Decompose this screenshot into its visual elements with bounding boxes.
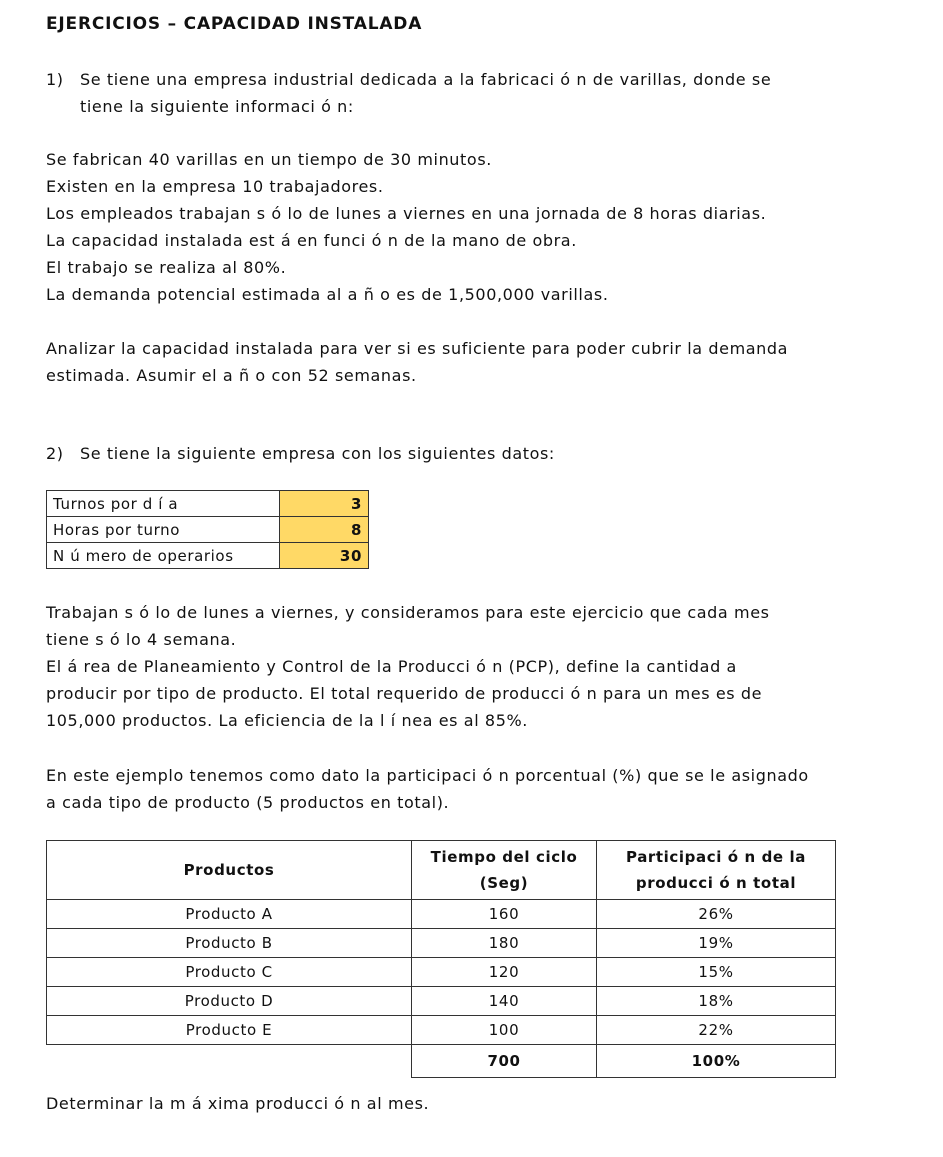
production-share: 22%	[597, 1016, 836, 1045]
table-row	[47, 929, 836, 958]
total-spacer	[47, 1045, 412, 1078]
exercise-1-intro-line-2: tiene la siguiente informaci ó n:	[80, 97, 354, 116]
exercise-2-paragraph-line: producir por tipo de producto. El total requerido de producci ó n para un mes es de	[46, 684, 763, 703]
parameter-row	[47, 491, 369, 517]
product-name: Producto A	[47, 900, 412, 929]
exercise-1-fact: El trabajo se realiza al 80%.	[46, 258, 287, 277]
product-name: Producto C	[47, 958, 412, 987]
exercise-2-paragraph-line: El á rea de Planeamiento y Control de la Producci ó n (PCP), define la cantidad a	[46, 657, 737, 676]
production-share: 19%	[597, 929, 836, 958]
exercise-1-fact: Se fabrican 40 varillas en un tiempo de 30 minutos.	[46, 150, 492, 169]
exercise-2-paragraph-line: 105,000 productos. La eficiencia de la l í nea es al 85%.	[46, 711, 528, 730]
total-cycle-time: 700	[412, 1045, 597, 1078]
product-name: Producto B	[47, 929, 412, 958]
parameter-label: N ú mero de operarios	[47, 543, 280, 569]
cycle-time: 140	[412, 987, 597, 1016]
table-row	[47, 900, 836, 929]
production-share: 18%	[597, 987, 836, 1016]
cycle-time: 160	[412, 900, 597, 929]
table-total-row	[47, 1045, 836, 1078]
exercise-1-fact: La demanda potencial estimada al a ñ o es de 1,500,000 varillas.	[46, 285, 609, 304]
parameter-value: 3	[280, 491, 369, 517]
parameter-label: Horas por turno	[47, 517, 280, 543]
production-share: 26%	[597, 900, 836, 929]
parameter-label: Turnos por d í a	[47, 491, 280, 517]
parameter-value: 8	[280, 517, 369, 543]
header-tiempo-ciclo-text: Tiempo del ciclo (Seg)	[430, 848, 578, 892]
header-participacion	[597, 841, 836, 900]
parameters-table	[46, 490, 369, 569]
exercise-1-intro-line-1: Se tiene una empresa industrial dedicada a la fabricaci ó n de varillas, donde se	[80, 70, 772, 89]
parameter-row	[47, 543, 369, 569]
exercise-1-task-line-1: Analizar la capacidad instalada para ver si es suficiente para poder cubrir la demanda	[46, 339, 789, 358]
cycle-time: 100	[412, 1016, 597, 1045]
exercise-1-task-line-2: estimada. Asumir el a ñ o con 52 semanas.	[46, 366, 417, 385]
parameter-value: 30	[280, 543, 369, 569]
cycle-time: 120	[412, 958, 597, 987]
exercise-2-paragraph-line: Trabajan s ó lo de lunes a viernes, y consideramos para este ejercicio que cada mes	[46, 603, 770, 622]
table-row	[47, 1016, 836, 1045]
total-share: 100%	[597, 1045, 836, 1078]
exercise-2-paragraph-line: a cada tipo de producto (5 productos en total).	[46, 793, 450, 812]
exercise-1-fact: La capacidad instalada est á en funci ó n de la mano de obra.	[46, 231, 577, 250]
exercise-1-number: 1)	[46, 70, 64, 89]
product-name: Producto E	[47, 1016, 412, 1045]
products-table-header	[47, 841, 836, 900]
exercise-1-fact: Existen en la empresa 10 trabajadores.	[46, 177, 384, 196]
exercise-2-question: Determinar la m á xima producci ó n al mes.	[46, 1094, 430, 1113]
exercise-1-fact: Los empleados trabajan s ó lo de lunes a viernes en una jornada de 8 horas diarias.	[46, 204, 767, 223]
table-row	[47, 958, 836, 987]
exercise-2-paragraph-line: tiene s ó lo 4 semana.	[46, 630, 237, 649]
header-participacion-text: Participaci ó n de la producci ó n total	[626, 848, 806, 892]
page-title: EJERCICIOS – CAPACIDAD INSTALADA	[46, 14, 423, 34]
product-name: Producto D	[47, 987, 412, 1016]
exercise-2-intro: Se tiene la siguiente empresa con los siguientes datos:	[80, 444, 555, 463]
exercise-2-number: 2)	[46, 444, 64, 463]
header-tiempo-ciclo	[412, 841, 597, 900]
cycle-time: 180	[412, 929, 597, 958]
header-productos: Productos	[47, 841, 412, 900]
parameter-row	[47, 517, 369, 543]
products-table	[46, 840, 836, 1078]
table-row	[47, 987, 836, 1016]
exercise-2-paragraph-line: En este ejemplo tenemos como dato la participaci ó n porcentual (%) que se le asignado	[46, 766, 809, 785]
production-share: 15%	[597, 958, 836, 987]
